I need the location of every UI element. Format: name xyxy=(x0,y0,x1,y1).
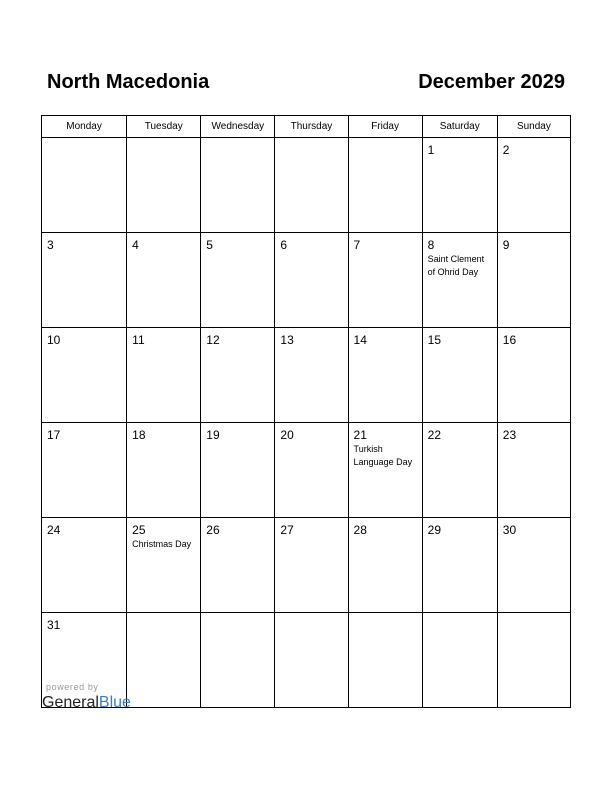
calendar-day-cell[interactable] xyxy=(127,423,201,518)
day-number: 24 xyxy=(47,523,61,537)
day-number: 6 xyxy=(280,238,288,252)
brand-name-blue: Blue xyxy=(98,694,131,711)
day-number: 14 xyxy=(353,333,367,347)
day-number: 16 xyxy=(502,333,517,347)
calendar-empty-cell xyxy=(348,613,422,708)
day-number: 15 xyxy=(427,333,442,347)
day-number: 4 xyxy=(132,238,139,252)
calendar-day-cell[interactable] xyxy=(348,423,422,518)
day-number: 2 xyxy=(502,143,510,157)
weekday-header: Wednesday xyxy=(201,116,275,138)
calendar-day-cell[interactable] xyxy=(127,518,201,613)
day-number: 26 xyxy=(206,523,220,537)
calendar-day-cell[interactable] xyxy=(42,423,127,518)
weekday-header: Friday xyxy=(348,116,422,138)
calendar-empty-cell xyxy=(275,138,348,233)
calendar-day-cell[interactable] xyxy=(422,233,497,328)
day-number: 28 xyxy=(353,523,367,537)
calendar-empty-cell xyxy=(275,613,348,708)
weekday-header-row xyxy=(42,116,571,138)
calendar-country-title: North Macedonia xyxy=(47,71,210,93)
calendar-grid xyxy=(41,115,571,708)
calendar-empty-cell xyxy=(42,138,127,233)
calendar-day-cell[interactable] xyxy=(497,423,570,518)
calendar-day-cell[interactable] xyxy=(348,518,422,613)
calendar-day-cell[interactable] xyxy=(497,138,570,233)
calendar-day-cell[interactable] xyxy=(422,138,497,233)
day-number: 12 xyxy=(206,333,220,347)
powered-by-label: powered by xyxy=(46,682,99,692)
day-number: 1 xyxy=(427,143,435,157)
calendar-empty-cell xyxy=(497,613,570,708)
calendar-day-cell[interactable] xyxy=(42,233,127,328)
day-number: 21 xyxy=(353,428,367,442)
day-number: 8 xyxy=(427,238,435,252)
calendar-day-cell[interactable] xyxy=(127,328,201,423)
calendar-week-row xyxy=(42,518,571,613)
calendar-day-cell[interactable] xyxy=(275,328,348,423)
day-number: 30 xyxy=(502,523,517,537)
calendar-empty-cell xyxy=(127,138,201,233)
day-number: 31 xyxy=(47,618,61,632)
calendar-day-cell[interactable] xyxy=(275,423,348,518)
calendar-day-cell[interactable] xyxy=(42,518,127,613)
calendar-day-cell[interactable] xyxy=(201,233,275,328)
calendar-empty-cell xyxy=(348,138,422,233)
day-number: 10 xyxy=(47,333,61,347)
weekday-header: Sunday xyxy=(497,116,570,138)
calendar-day-cell[interactable] xyxy=(127,233,201,328)
day-number: 29 xyxy=(427,523,442,537)
weekday-header: Monday xyxy=(42,116,127,138)
weekday-header: Saturday xyxy=(422,116,497,138)
calendar-day-cell[interactable] xyxy=(275,233,348,328)
weekday-header: Thursday xyxy=(275,116,348,138)
calendar-day-cell[interactable] xyxy=(201,518,275,613)
calendar-empty-cell xyxy=(201,613,275,708)
brand-name-general: General xyxy=(42,694,99,711)
holiday-label: Turkish Language Day xyxy=(353,444,413,467)
calendar-month-title: December 2029 xyxy=(418,71,565,93)
calendar-empty-cell xyxy=(422,613,497,708)
brand-logo[interactable] xyxy=(42,694,131,712)
calendar-week-row xyxy=(42,423,571,518)
holiday-label: Saint Clement of Ohrid Day xyxy=(427,254,485,277)
calendar-day-cell[interactable] xyxy=(497,328,570,423)
day-number: 19 xyxy=(206,428,220,442)
day-number: 23 xyxy=(502,428,517,442)
day-number: 7 xyxy=(353,238,361,252)
calendar-day-cell[interactable] xyxy=(422,518,497,613)
day-number: 13 xyxy=(280,333,294,347)
day-number: 18 xyxy=(132,428,146,442)
calendar-day-cell[interactable] xyxy=(348,233,422,328)
calendar-day-cell[interactable] xyxy=(497,233,570,328)
day-number: 11 xyxy=(132,333,145,347)
calendar-empty-cell xyxy=(127,613,201,708)
calendar-day-cell[interactable] xyxy=(348,328,422,423)
calendar-day-cell[interactable] xyxy=(422,423,497,518)
calendar-day-cell[interactable] xyxy=(201,423,275,518)
day-number: 27 xyxy=(280,523,294,537)
calendar-day-cell[interactable] xyxy=(275,518,348,613)
day-number: 20 xyxy=(280,428,294,442)
day-number: 17 xyxy=(47,428,61,442)
calendar-week-row xyxy=(42,328,571,423)
day-number: 25 xyxy=(132,523,146,537)
day-number: 5 xyxy=(206,238,213,252)
calendar-day-cell[interactable] xyxy=(201,328,275,423)
holiday-label: Christmas Day xyxy=(132,539,192,549)
calendar-week-row xyxy=(42,233,571,328)
weekday-header: Tuesday xyxy=(127,116,201,138)
calendar-week-row xyxy=(42,138,571,233)
day-number: 22 xyxy=(427,428,442,442)
day-number: 3 xyxy=(47,238,54,252)
day-number: 9 xyxy=(502,238,510,252)
calendar-day-cell[interactable] xyxy=(422,328,497,423)
calendar-day-cell[interactable] xyxy=(497,518,570,613)
calendar-empty-cell xyxy=(201,138,275,233)
calendar-day-cell[interactable] xyxy=(42,328,127,423)
